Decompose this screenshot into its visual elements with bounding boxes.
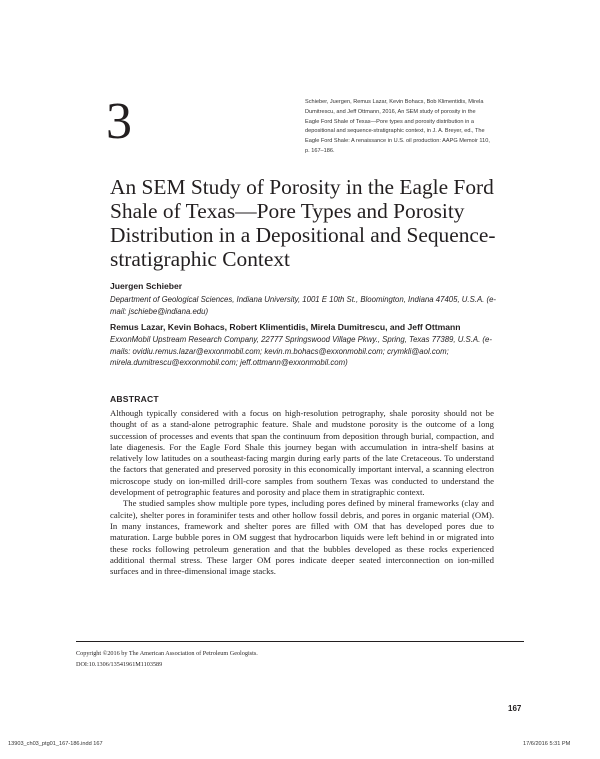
footer-divider bbox=[76, 641, 524, 642]
copyright-notice: Copyright ©2016 by The American Association of Petroleum Geologists. bbox=[76, 650, 258, 657]
abstract-heading: ABSTRACT bbox=[110, 394, 159, 404]
page-number: 167 bbox=[508, 704, 522, 713]
print-slug-file: 13903_ch03_ptg01_167-186.indd 167 bbox=[8, 741, 103, 747]
abstract-paragraph-2: The studied samples show multiple pore types, including pores defined by mineral frameworks (clay and calcite), shelter pores in foraminifer tests and other hollow fossil debris, and pores in organic material (OM). In many instances, framework and shelter pores are filled with OM that has developed pores due to maturation. Large bubble pores in OM suggest that hydrocarbon liquids were left behind in or migrated into these rocks following petroleum generation and that the bubbles developed as these rocks experienced additional thermal stress. These larger OM pores indicate deeper seated interconnection on ion-milled surfaces and in three-dimensional image stacks. bbox=[110, 498, 494, 577]
author-affiliation: Department of Geological Sciences, Indiana University, 1001 E 10th St., Bloomington, Indiana 47405, U.S.A. (e-mail: jschiebe@indiana.edu) bbox=[110, 295, 497, 316]
abstract-paragraph-1: Although typically considered with a focus on high-resolution petrography, shale porosity should not be thought of as a stand-alone petrographic feature. Shale and mudstone porosity is the outcome of a long succession of processes and events that span the continuum from deposition through burial, compaction, and late diagenesis. For the Eagle Ford Shale this journey began with accumulation in intra-shelf basins at relatively low latitudes on a southeast-facing margin during early parts of the late Cretaceous. To understand the factors that generated and preserved porosity in this economically important interval, a scanning electron microscope study on ion-milled drill-core samples from southern Texas was conducted to understand the development of petrographic features and porosity and place them in stratigraphic context. bbox=[110, 408, 494, 498]
abstract-body bbox=[110, 408, 494, 577]
coauthor-names: Remus Lazar, Kevin Bohacs, Robert Klimentidis, Mirela Dumitrescu, and Jeff Ottmann bbox=[110, 322, 461, 332]
copyright-block bbox=[76, 649, 258, 670]
chapter-number: 3 bbox=[106, 93, 132, 150]
coauthor-affiliation: ExxonMobil Upstream Research Company, 22777 Springswood Village Pkwy., Spring, Texas 77389, U.S.A. (e-mails: ovidiu.remus.lazar@exxonmobil.com; kevin.m.bohacs@exxonmobil.com; crymkli@aol.com; mirela.dumitrescu@exxonmobil.com; jeff.ottmann@exxonmobil.com) bbox=[110, 335, 492, 367]
doi: DOI:10.1306/13541961M1103589 bbox=[76, 660, 163, 668]
author-name: Juergen Schieber bbox=[110, 281, 183, 291]
chapter-citation: Schieber, Juergen, Remus Lazar, Kevin Bohacs, Bob Klimentidis, Mirela Dumitrescu, and Jeff Ottmann, 2016, An SEM study of porosity in the Eagle Ford Shale of Texas—Pore types and porosity distribution in a depositional and sequence-stratigraphic context, in J. A. Breyer, ed., The Eagle Ford Shale: A renaissance in U.S. oil production: AAPG Memoir 110, p. 167–186. bbox=[305, 99, 490, 154]
chapter-title: An SEM Study of Porosity in the Eagle Ford Shale of Texas—Pore Types and Porosity Distribution in a Depositional and Sequence-stratigraphic Context bbox=[110, 175, 496, 271]
print-slug-date: 17/6/2016 5:31 PM bbox=[523, 741, 571, 747]
